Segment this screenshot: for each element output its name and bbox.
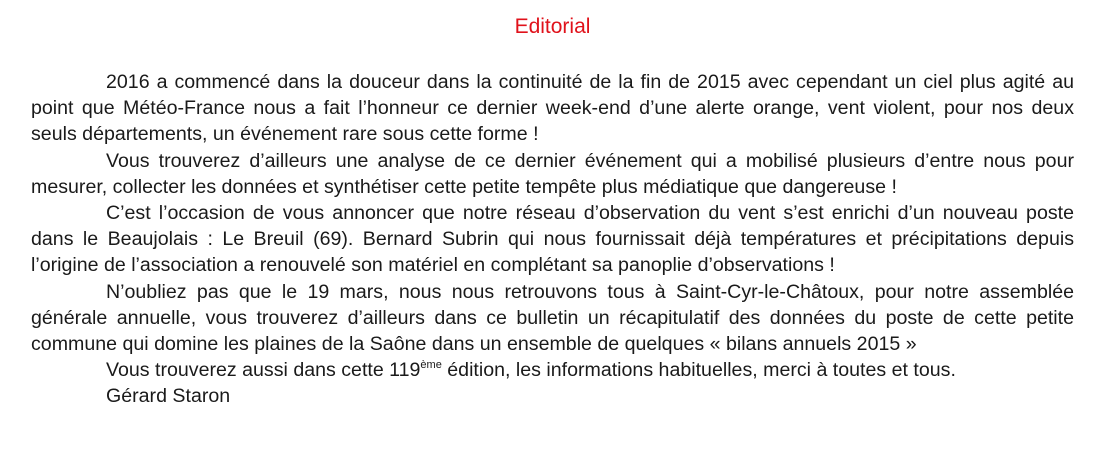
edition-line [31, 357, 1074, 383]
paragraph-intro: 2016 a commencé dans la douceur dans la continuité de la fin de 2015 avec cependant un ciel plus agité au point que Météo-France nous a fait l’honneur ce dernier week-end d’une alerte orange, vent violent, pour nos deux seuls départements, un événement rare sous cette forme ! [31, 71, 1074, 146]
paragraph-storm-analysis: Vous trouverez d’ailleurs une analyse de ce dernier événement qui a mobilisé plusieurs d’entre nous pour mesurer, collecter les données et synthétiser cette petite tempête plus médiatique que dangereuse ! [31, 149, 1074, 198]
edition-line-start: Vous trouverez aussi dans cette 119 [106, 359, 421, 382]
paragraph-general-assembly: N’oubliez pas que le 19 mars, nous nous retrouvons tous à Saint-Cyr-le-Châtoux, pour notre assemblée générale annuelle, vous trouverez d’ailleurs dans ce bulletin un récapitulatif des données du poste de cette petite commune qui domine les plaines de la Saône dans un ensemble de quelques « bilans annuels 2015 » [31, 280, 1074, 356]
edition-superscript: ème [420, 359, 442, 372]
page-title: Editorial [514, 15, 591, 38]
editorial-page [31, 12, 1074, 410]
paragraph-new-station: C’est l’occasion de vous annoncer que notre réseau d’observation du vent s’est enrichi d’un nouveau poste dans le Beaujolais : Le Breuil (69). Bernard Subrin qui nous fournissait déjà températures et précipitations depuis l’origine de l’association a renouvelé son matériel en complétant sa panoplie d’observations ! [31, 202, 1074, 277]
signature: Gérard Staron [106, 385, 231, 408]
edition-line-end: édition, les informations habituelles, merci à toutes et tous. [441, 359, 956, 382]
